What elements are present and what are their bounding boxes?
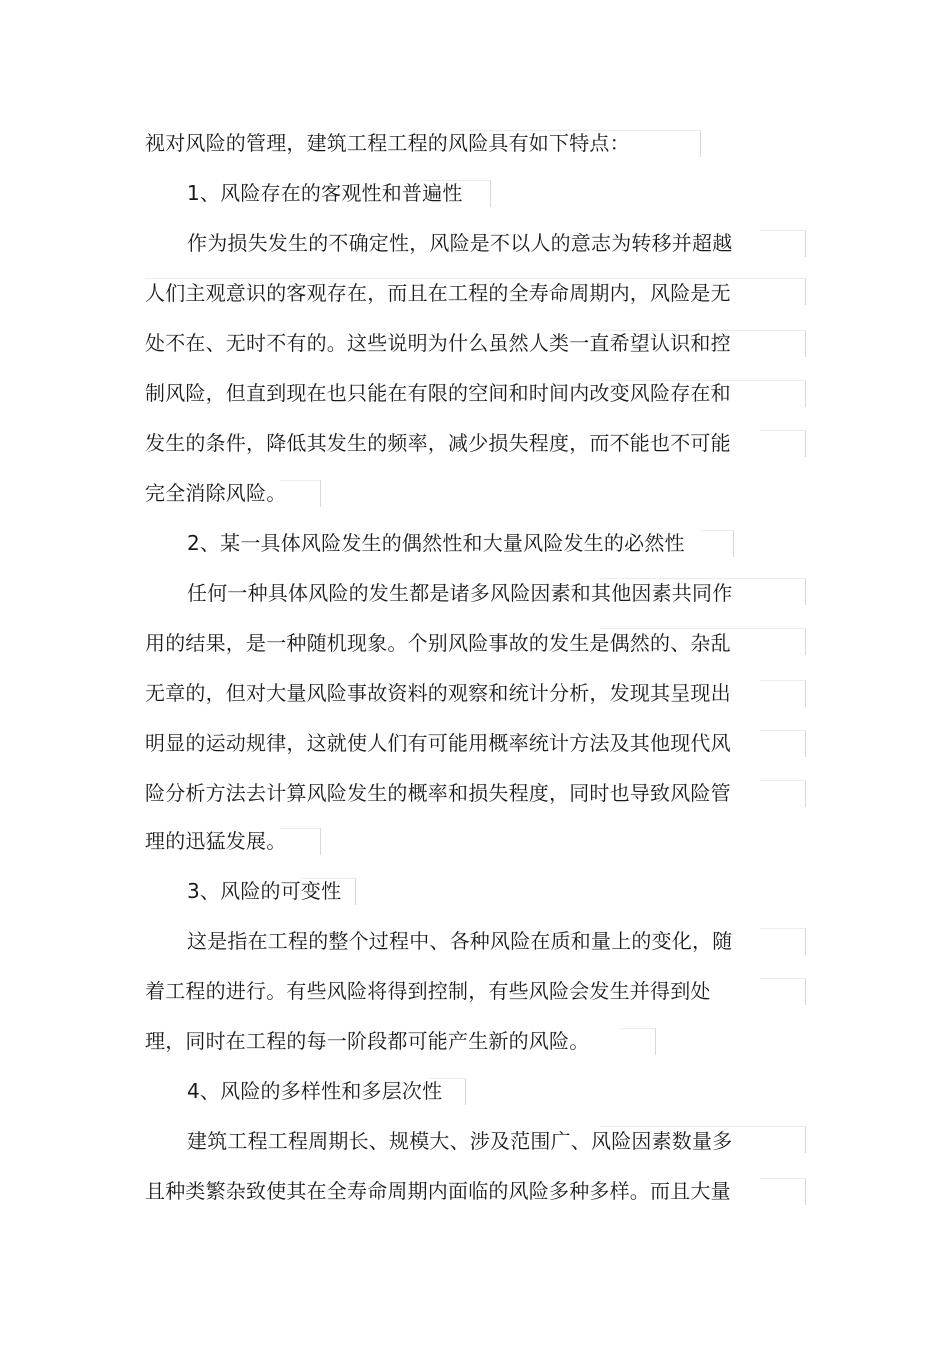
paragraph-line: 明显的运动规律，这就使人们有可能用概率统计方法及其他现代风 <box>145 731 731 755</box>
line-guide <box>760 430 806 457</box>
line-guide <box>430 1078 466 1105</box>
line-guide <box>760 730 806 757</box>
paragraph-line: 人们主观意识的客观存在，而且在工程的全寿命周期内，风险是无 <box>145 281 731 305</box>
line-guide <box>760 978 806 1005</box>
line-guide <box>600 628 806 655</box>
line-guide <box>280 480 321 507</box>
line-guide <box>760 1178 806 1205</box>
line-guide <box>460 130 701 157</box>
line-guide <box>760 780 806 807</box>
line-guide <box>760 230 806 257</box>
paragraph-line: 着工程的进行。有些风险将得到控制，有些风险会发生并得到处 <box>145 979 711 1003</box>
paragraph-line: 制风险，但直到现在也只能在有限的空间和时间内改变风险存在和 <box>145 381 731 405</box>
line-guide <box>600 578 806 605</box>
paragraph-line: 且种类繁杂致使其在全寿命周期内面临的风险多种多样。而且大量 <box>145 1179 731 1203</box>
line-guide <box>420 180 491 207</box>
paragraph-line: 视对风险的管理，建筑工程工程的风险具有如下特点： <box>145 131 630 155</box>
line-guide <box>700 530 734 557</box>
paragraph-line: 建筑工程工程周期长、规模大、涉及范围广、风险因素数量多 <box>187 1129 733 1153</box>
line-guide <box>145 278 806 305</box>
paragraph-line: 发生的条件，降低其发生的频率，减少损失程度，而不能也不可能 <box>145 431 731 455</box>
line-guide <box>600 1126 806 1153</box>
paragraph-line: 这是指在工程的整个过程中、各种风险在质和量上的变化，随 <box>187 929 733 953</box>
paragraph-line: 无章的，但对大量风险事故资料的观察和统计分析，发现其呈现出 <box>145 681 731 705</box>
paragraph-line: 任何一种具体风险的发生都是诸多风险因素和其他因素共同作 <box>187 581 733 605</box>
line-guide <box>600 380 806 407</box>
paragraph-line: 理的迅猛发展。 <box>145 829 287 853</box>
line-guide <box>760 680 806 707</box>
line-guide <box>600 330 806 357</box>
paragraph-line: 理，同时在工程的每一阶段都可能产生新的风险。 <box>145 1029 590 1053</box>
line-guide <box>280 828 321 855</box>
section-heading-1: 1、风险存在的客观性和普遍性 <box>187 181 463 205</box>
paragraph-line: 作为损失发生的不确定性，风险是不以人的意志为转移并超越 <box>187 231 733 255</box>
line-guide <box>760 928 806 955</box>
line-guide <box>300 878 356 905</box>
section-heading-3: 3、风险的可变性 <box>187 879 342 903</box>
paragraph-line: 用的结果，是一种随机现象。个别风险事故的发生是偶然的、杂乱 <box>145 631 731 655</box>
section-heading-4: 4、风险的多样性和多层次性 <box>187 1079 443 1103</box>
paragraph-line: 险分析方法去计算风险发生的概率和损失程度，同时也导致风险管 <box>145 781 731 805</box>
paragraph-line: 完全消除风险。 <box>145 481 287 505</box>
section-heading-2: 2、某一具体风险发生的偶然性和大量风险发生的必然性 <box>187 531 685 555</box>
line-guide <box>620 1028 656 1055</box>
paragraph-line: 处不在、无时不有的。这些说明为什么虽然人类一直希望认识和控 <box>145 331 731 355</box>
